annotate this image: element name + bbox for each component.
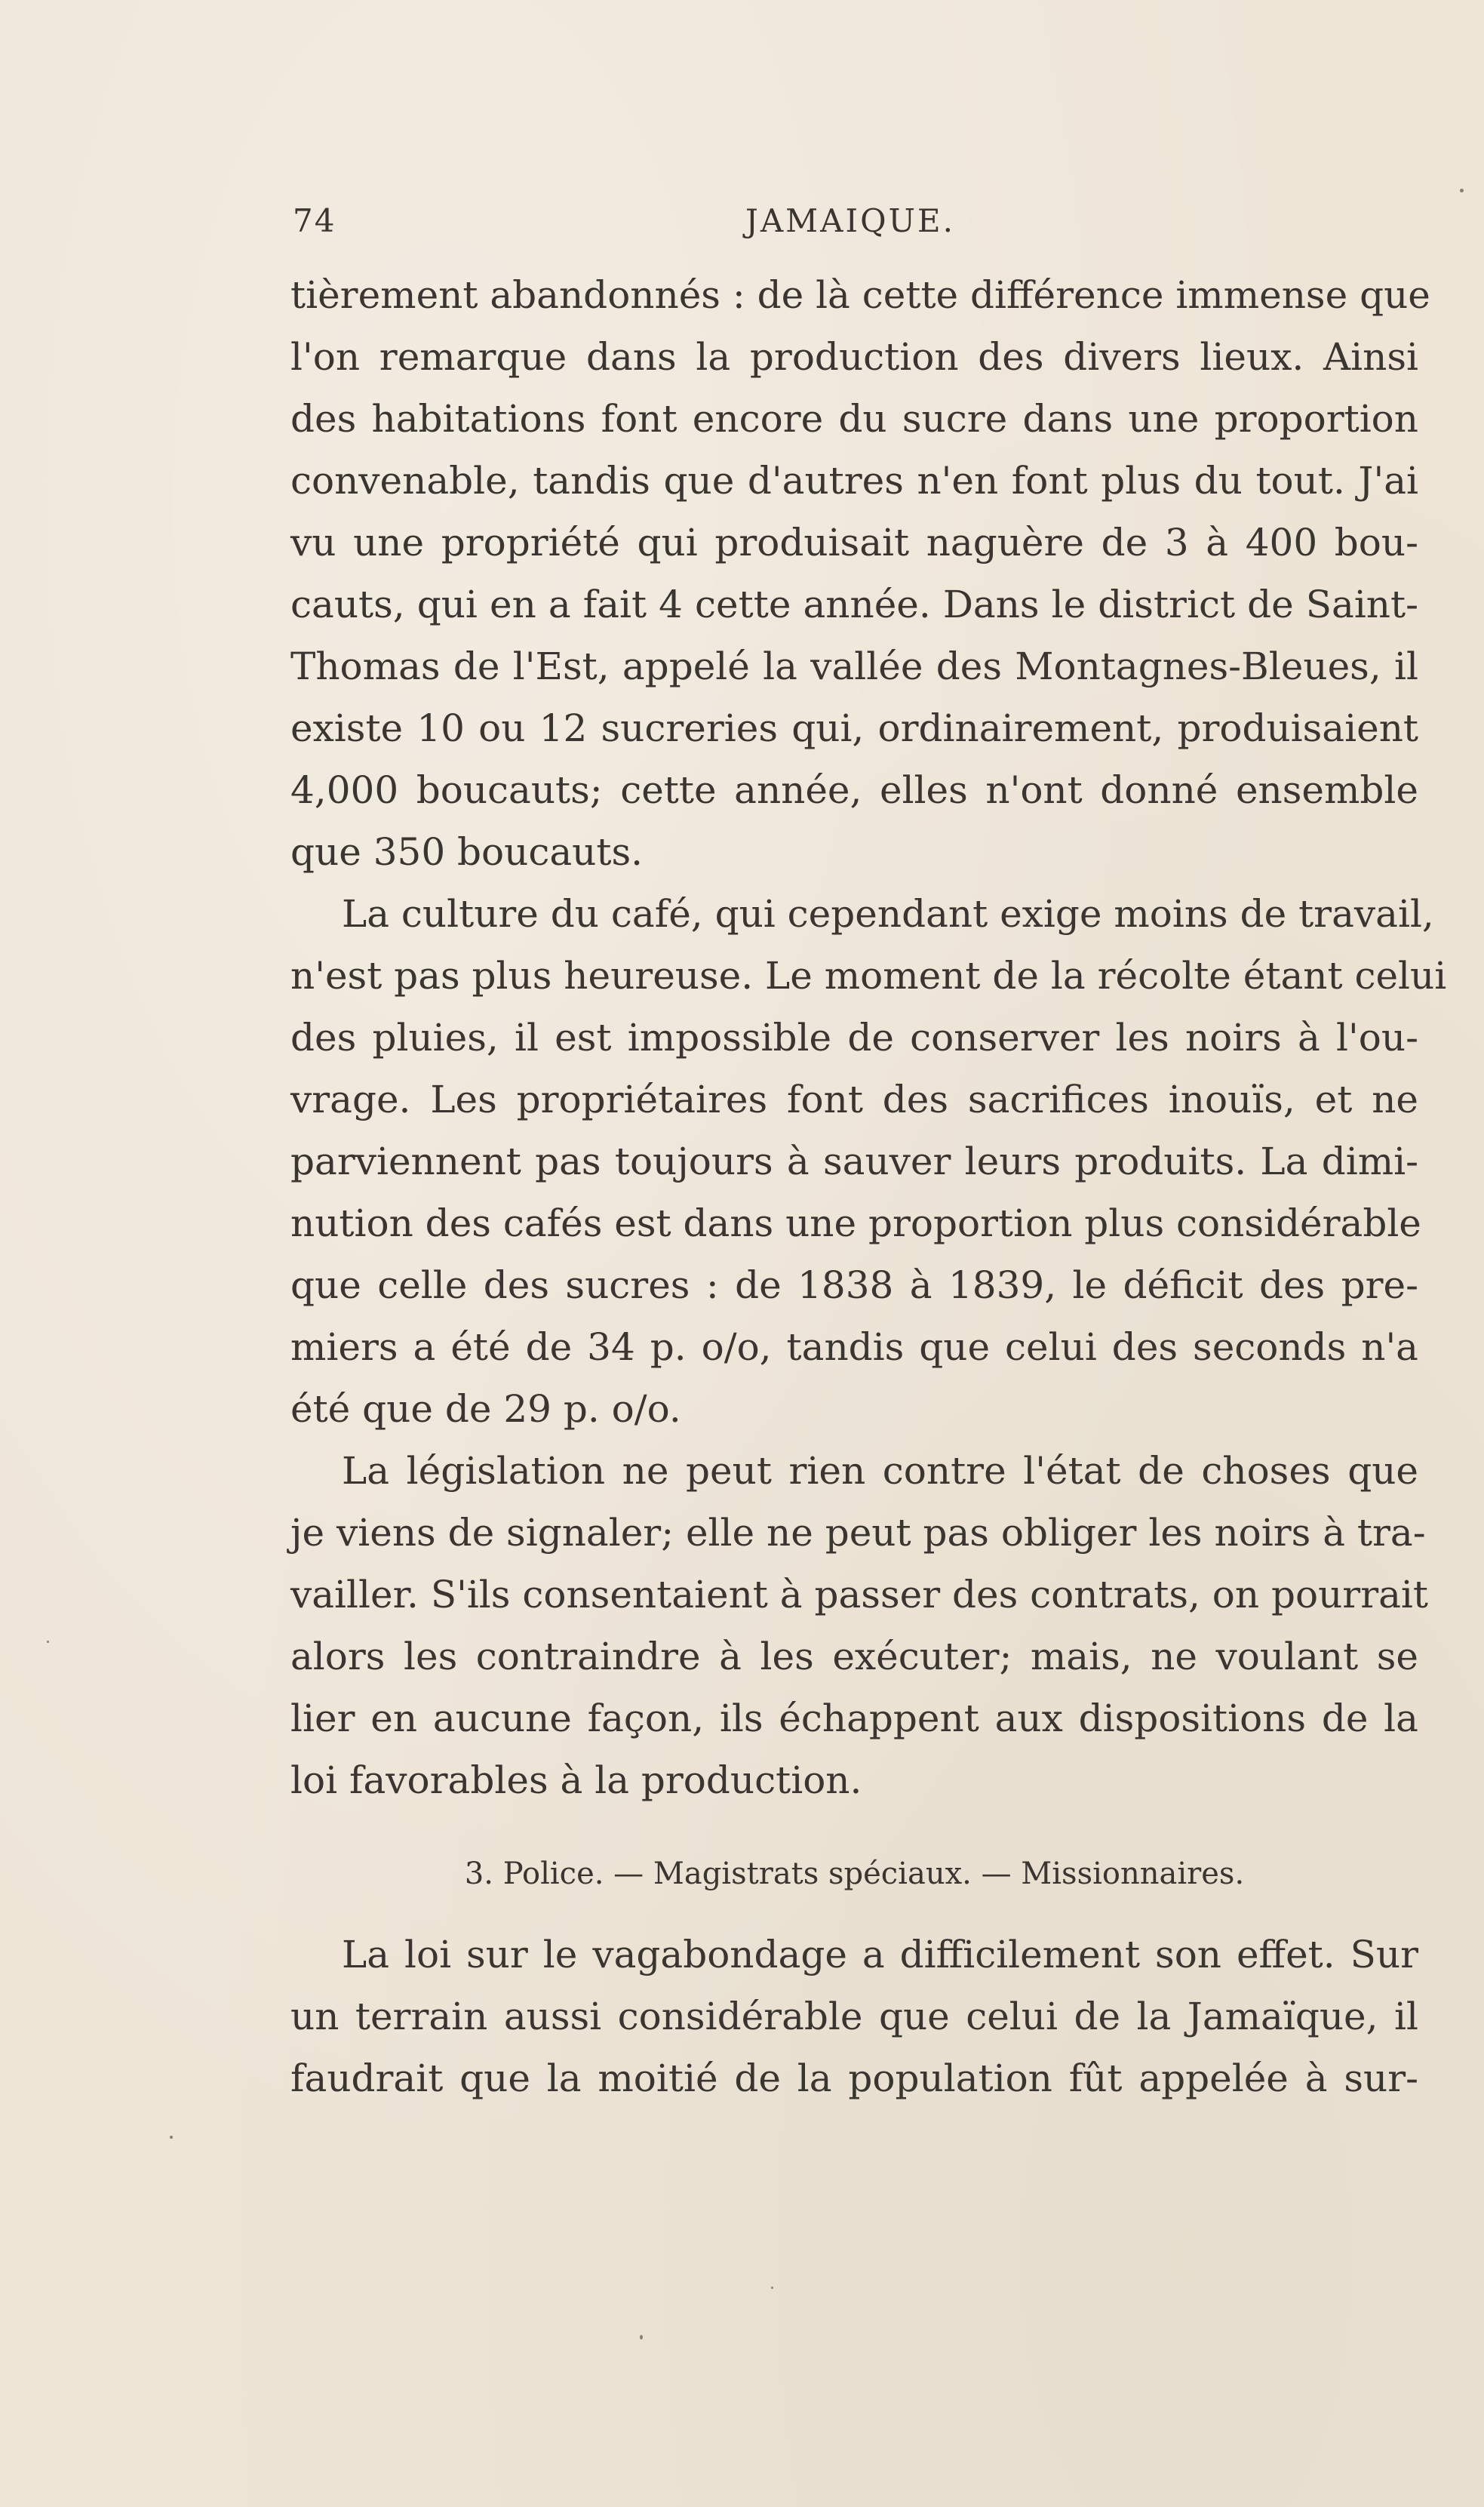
section-heading: 3. Police. — Magistrats spéciaux. — Missionnaires. bbox=[464, 1856, 1245, 1891]
text-line: vailler. S'ils consentaient à passer des contrats, on pourrait bbox=[290, 1573, 1429, 1616]
text-line: La culture du café, qui cependant exige moins de travail, bbox=[342, 892, 1434, 936]
text-line: des habitations font encore du sucre dans une proportion bbox=[290, 397, 1418, 441]
text-line: faudrait que la moitié de la population fût appelée à sur- bbox=[290, 2056, 1418, 2100]
text-line: convenable, tandis que d'autres n'en font plus du tout. J'ai bbox=[290, 459, 1418, 503]
text-line: nution des cafés est dans une proportion plus considérable bbox=[290, 1201, 1421, 1245]
body-text-continued bbox=[290, 1924, 1418, 2109]
text-line: lier en aucune façon, ils échappent aux dispositions de la bbox=[290, 1696, 1418, 1740]
text-line: que celle des sucres : de 1838 à 1839, le déficit des pre- bbox=[290, 1263, 1418, 1307]
text-line: des pluies, il est impossible de conserver les noirs à l'ou- bbox=[290, 1016, 1418, 1060]
body-text bbox=[290, 264, 1447, 1811]
page-header bbox=[293, 202, 1047, 255]
paper-speck bbox=[170, 2136, 173, 2139]
text-line: La législation ne peut rien contre l'état de choses que bbox=[342, 1449, 1418, 1493]
text-line: alors les contraindre à les exécuter; mais, ne voulant se bbox=[290, 1635, 1418, 1678]
text-line: existe 10 ou 12 sucreries qui, ordinairement, produisaient bbox=[290, 706, 1418, 750]
text-line: l'on remarque dans la production des divers lieux. Ainsi bbox=[290, 335, 1418, 379]
page-number: 74 bbox=[293, 202, 336, 239]
paper-speck bbox=[1460, 189, 1464, 192]
text-line: été que de 29 p. o/o. bbox=[290, 1387, 681, 1431]
paper-speck bbox=[640, 2335, 643, 2339]
text-line: miers a été de 34 p. o/o, tandis que celui des seconds n'a bbox=[290, 1325, 1418, 1369]
text-line: loi favorables à la production. bbox=[290, 1758, 862, 1802]
text-line: 4,000 boucauts; cette année, elles n'ont donné ensemble bbox=[290, 768, 1418, 812]
text-line: La loi sur le vagabondage a difficilement son effet. Sur bbox=[342, 1933, 1418, 1976]
text-line: n'est pas plus heureuse. Le moment de la récolte étant celui bbox=[290, 954, 1447, 998]
text-line: que 350 boucauts. bbox=[290, 830, 643, 874]
text-line: un terrain aussi considérable que celui de la Jamaïque, il bbox=[290, 1995, 1418, 2038]
paper-speck bbox=[771, 2287, 773, 2289]
text-line: Thomas de l'Est, appelé la vallée des Montagnes-Bleues, il bbox=[290, 644, 1418, 688]
text-line: je viens de signaler; elle ne peut pas obliger les noirs à tra- bbox=[290, 1511, 1426, 1555]
text-line: cauts, qui en a fait 4 cette année. Dans le district de Saint- bbox=[290, 583, 1418, 626]
text-line: parviennent pas toujours à sauver leurs produits. La dimi- bbox=[290, 1140, 1418, 1183]
paper-speck bbox=[47, 1641, 49, 1643]
text-line: vrage. Les propriétaires font des sacrifices inouïs, et ne bbox=[290, 1078, 1418, 1121]
running-head: JAMAIQUE. bbox=[745, 202, 955, 239]
text-line: tièrement abandonnés : de là cette différence immense que bbox=[290, 273, 1430, 317]
text-line: vu une propriété qui produisait naguère de 3 à 400 bou- bbox=[290, 521, 1418, 564]
